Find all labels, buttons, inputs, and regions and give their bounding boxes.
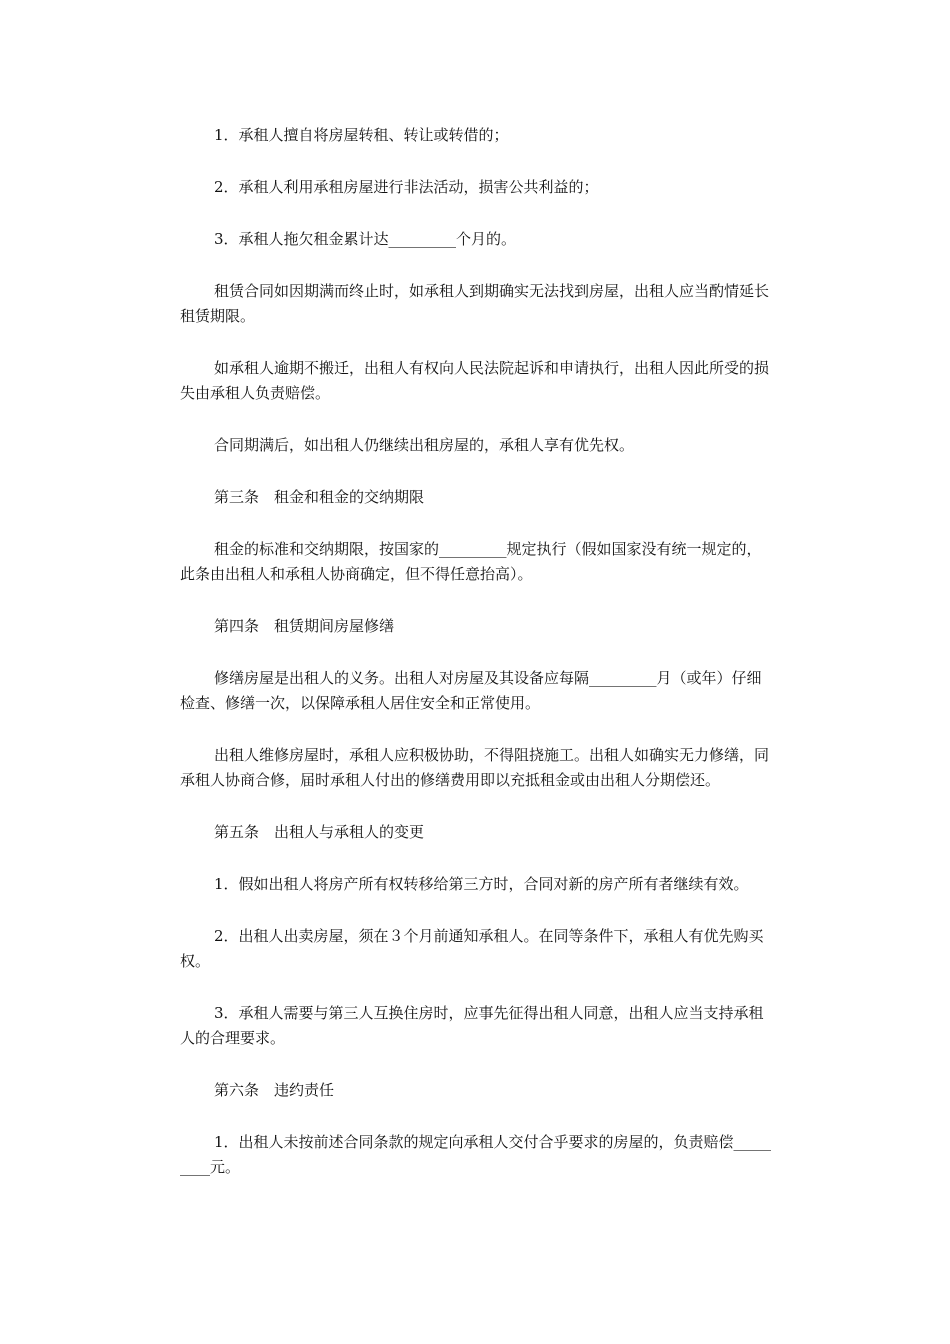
document-body <box>180 123 772 1207</box>
clause-sale-notice: 2．出租人出卖房屋，须在３个月前通知承租人。在同等条件下，承租人有优先购买权。 <box>180 927 764 970</box>
clause-item-2: 2．承租人利用承租房屋进行非法活动，损害公共利益的； <box>214 178 599 196</box>
paragraph-priority-right: 合同期满后，如出租人仍继续出租房屋的，承租人享有优先权。 <box>214 436 635 454</box>
clause-item-3: 3．承租人拖欠租金累计达_________个月的。 <box>214 230 517 248</box>
paragraph-rent-standard: 租金的标准和交纳期限，按国家的_________规定执行（假如国家没有统一规定的，此条由出租人和承租人协商确定，但不得任意抬高）。 <box>180 540 762 583</box>
paragraph-lease-extension: 租赁合同如因期满而终止时，如承租人到期确实无法找到房屋，出租人应当酌情延长租赁期限。 <box>180 282 770 325</box>
clause-transfer-ownership: 1．假如出租人将房产所有权转移给第三方时，合同对新的房产所有者继续有效。 <box>214 875 749 893</box>
clause-compensation: 1．出租人未按前述合同条款的规定向承租人交付合乎要求的房屋的，负责赔偿_________元。 <box>180 1133 772 1176</box>
article-6-heading: 第六条 违约责任 <box>214 1081 335 1099</box>
paragraph-repair-cooperation: 出租人维修房屋时，承租人应积极协助，不得阻挠施工。出租人如确实无力修缮，同承租人协商合修，届时承租人付出的修缮费用即以充抵租金或由出租人分期偿还。 <box>180 746 770 789</box>
paragraph-overdue-move: 如承租人逾期不搬迁，出租人有权向人民法院起诉和申请执行，出租人因此所受的损失由承租人负责赔偿。 <box>180 359 770 402</box>
paragraph-repair-duty: 修缮房屋是出租人的义务。出租人对房屋及其设备应每隔_________月（或年）仔细检查、修缮一次，以保障承租人居住安全和正常使用。 <box>180 669 762 712</box>
clause-item-1: 1．承租人擅自将房屋转租、转让或转借的； <box>214 126 509 144</box>
article-4-heading: 第四条 租赁期间房屋修缮 <box>214 617 395 635</box>
article-3-heading: 第三条 租金和租金的交纳期限 <box>214 488 425 506</box>
clause-exchange-housing: 3．承租人需要与第三人互换住房时，应事先征得出租人同意，出租人应当支持承租人的合理要求。 <box>180 1004 764 1047</box>
article-5-heading: 第五条 出租人与承租人的变更 <box>214 823 425 841</box>
